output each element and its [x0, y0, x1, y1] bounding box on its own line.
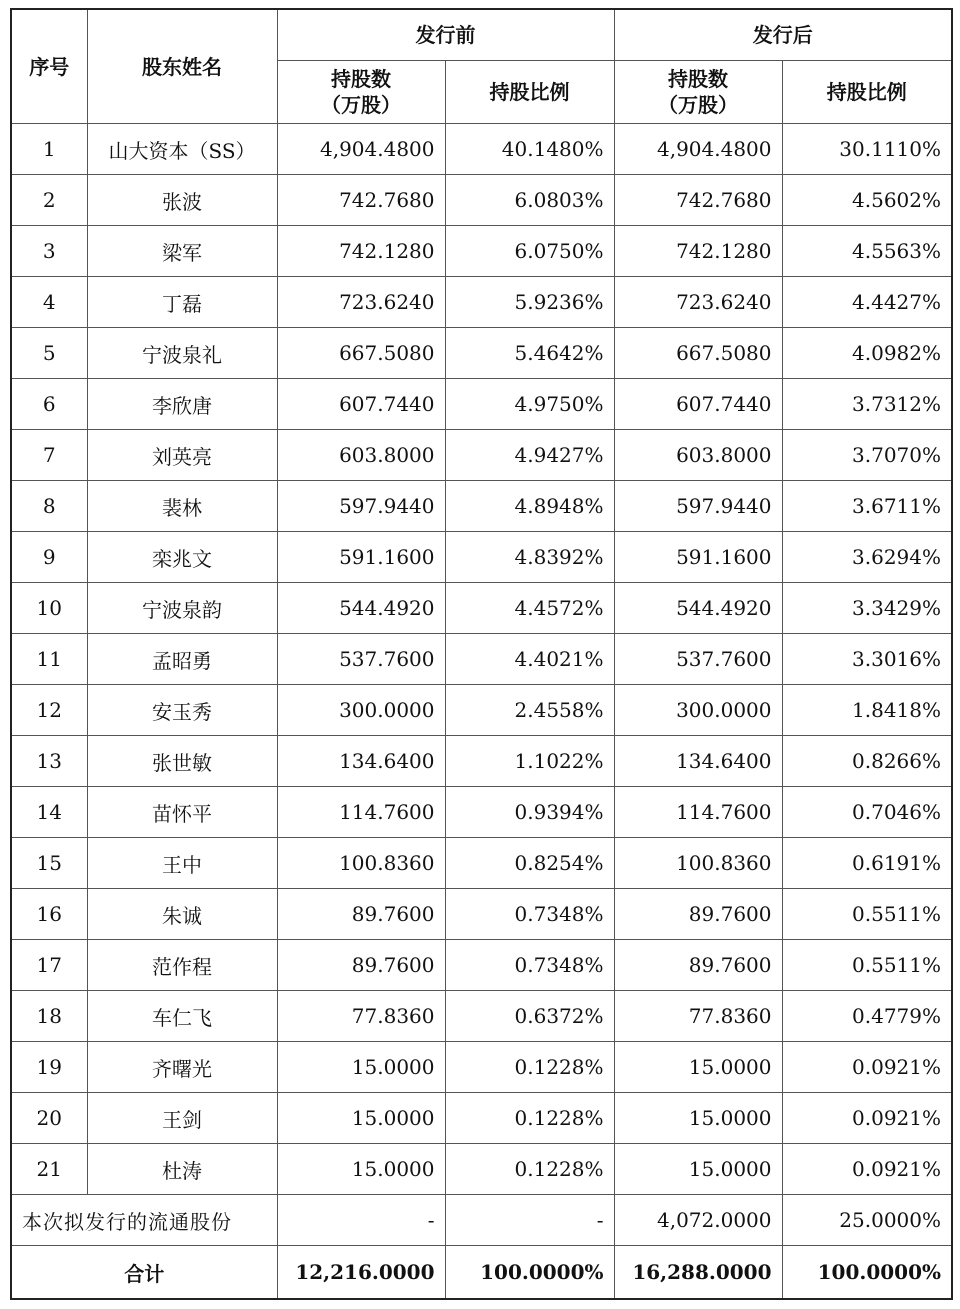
header-after-shares: 持股数 （万股）: [614, 61, 782, 124]
cell-no: 3: [11, 226, 87, 277]
issue-before-shares: -: [277, 1195, 445, 1246]
cell-before-shares: 537.7600: [277, 634, 445, 685]
cell-shareholder-name: 范作程: [87, 940, 277, 991]
cell-shareholder-name: 宁波泉礼: [87, 328, 277, 379]
table-row: [11, 583, 952, 634]
cell-after-ratio: 0.7046%: [782, 787, 952, 838]
cell-no: 4: [11, 277, 87, 328]
cell-after-shares: 591.1600: [614, 532, 782, 583]
issue-row: [11, 1195, 952, 1246]
cell-no: 10: [11, 583, 87, 634]
header-no: 序号: [11, 9, 87, 124]
cell-no: 20: [11, 1093, 87, 1144]
cell-after-shares: 300.0000: [614, 685, 782, 736]
cell-after-ratio: 3.3429%: [782, 583, 952, 634]
table-row: [11, 634, 952, 685]
cell-shareholder-name: 丁磊: [87, 277, 277, 328]
table-row: [11, 991, 952, 1042]
cell-after-ratio: 4.5602%: [782, 175, 952, 226]
table-row: [11, 430, 952, 481]
cell-shareholder-name: 王剑: [87, 1093, 277, 1144]
cell-no: 13: [11, 736, 87, 787]
cell-before-ratio: 4.4021%: [445, 634, 614, 685]
shareholding-table: [10, 8, 953, 1300]
cell-after-shares: 4,904.4800: [614, 124, 782, 175]
cell-before-ratio: 6.0750%: [445, 226, 614, 277]
cell-after-shares: 134.6400: [614, 736, 782, 787]
cell-before-ratio: 4.8392%: [445, 532, 614, 583]
cell-before-shares: 603.8000: [277, 430, 445, 481]
cell-before-shares: 723.6240: [277, 277, 445, 328]
cell-after-ratio: 3.6294%: [782, 532, 952, 583]
cell-shareholder-name: 苗怀平: [87, 787, 277, 838]
issue-before-ratio: -: [445, 1195, 614, 1246]
cell-shareholder-name: 安玉秀: [87, 685, 277, 736]
table-row: [11, 787, 952, 838]
header-before-ratio: 持股比例: [445, 61, 614, 124]
cell-before-ratio: 0.6372%: [445, 991, 614, 1042]
table-row: [11, 277, 952, 328]
cell-before-shares: 742.7680: [277, 175, 445, 226]
cell-after-ratio: 0.4779%: [782, 991, 952, 1042]
cell-after-shares: 544.4920: [614, 583, 782, 634]
cell-no: 9: [11, 532, 87, 583]
cell-before-shares: 667.5080: [277, 328, 445, 379]
cell-after-shares: 15.0000: [614, 1042, 782, 1093]
header-before-issue: 发行前: [277, 9, 614, 61]
cell-before-ratio: 4.4572%: [445, 583, 614, 634]
cell-after-ratio: 0.0921%: [782, 1093, 952, 1144]
cell-after-shares: 114.7600: [614, 787, 782, 838]
table-row: [11, 124, 952, 175]
cell-after-ratio: 4.0982%: [782, 328, 952, 379]
header-after-ratio: 持股比例: [782, 61, 952, 124]
cell-shareholder-name: 车仁飞: [87, 991, 277, 1042]
cell-after-shares: 100.8360: [614, 838, 782, 889]
table-row: [11, 175, 952, 226]
header-after-issue: 发行后: [614, 9, 952, 61]
cell-no: 16: [11, 889, 87, 940]
table-row: [11, 481, 952, 532]
cell-before-ratio: 1.1022%: [445, 736, 614, 787]
table-row: [11, 685, 952, 736]
table-row: [11, 1042, 952, 1093]
cell-after-shares: 15.0000: [614, 1093, 782, 1144]
cell-before-shares: 300.0000: [277, 685, 445, 736]
table-row: [11, 379, 952, 430]
total-row: [11, 1246, 952, 1300]
cell-after-ratio: 1.8418%: [782, 685, 952, 736]
cell-before-ratio: 0.9394%: [445, 787, 614, 838]
cell-before-shares: 591.1600: [277, 532, 445, 583]
cell-after-shares: 15.0000: [614, 1144, 782, 1195]
cell-no: 2: [11, 175, 87, 226]
cell-shareholder-name: 孟昭勇: [87, 634, 277, 685]
table-row: [11, 838, 952, 889]
cell-before-shares: 134.6400: [277, 736, 445, 787]
header-row-1: [11, 9, 952, 61]
cell-shareholder-name: 齐曙光: [87, 1042, 277, 1093]
cell-shareholder-name: 张波: [87, 175, 277, 226]
cell-no: 8: [11, 481, 87, 532]
total-after-shares: 16,288.0000: [614, 1246, 782, 1300]
cell-shareholder-name: 刘英亮: [87, 430, 277, 481]
cell-before-ratio: 0.1228%: [445, 1093, 614, 1144]
cell-before-shares: 114.7600: [277, 787, 445, 838]
cell-after-ratio: 4.4427%: [782, 277, 952, 328]
cell-before-ratio: 4.9427%: [445, 430, 614, 481]
cell-no: 17: [11, 940, 87, 991]
cell-no: 18: [11, 991, 87, 1042]
cell-before-ratio: 6.0803%: [445, 175, 614, 226]
cell-before-shares: 607.7440: [277, 379, 445, 430]
total-before-ratio: 100.0000%: [445, 1246, 614, 1300]
cell-after-shares: 603.8000: [614, 430, 782, 481]
cell-before-shares: 15.0000: [277, 1144, 445, 1195]
table-row: [11, 1093, 952, 1144]
cell-after-shares: 597.9440: [614, 481, 782, 532]
cell-after-ratio: 0.0921%: [782, 1042, 952, 1093]
cell-shareholder-name: 裴林: [87, 481, 277, 532]
cell-after-ratio: 3.7312%: [782, 379, 952, 430]
issue-after-shares: 4,072.0000: [614, 1195, 782, 1246]
cell-shareholder-name: 李欣唐: [87, 379, 277, 430]
cell-before-shares: 4,904.4800: [277, 124, 445, 175]
cell-before-ratio: 5.9236%: [445, 277, 614, 328]
cell-before-ratio: 0.1228%: [445, 1144, 614, 1195]
cell-before-ratio: 0.7348%: [445, 940, 614, 991]
cell-after-ratio: 3.6711%: [782, 481, 952, 532]
cell-after-ratio: 4.5563%: [782, 226, 952, 277]
cell-after-shares: 89.7600: [614, 940, 782, 991]
cell-shareholder-name: 朱诚: [87, 889, 277, 940]
cell-no: 5: [11, 328, 87, 379]
cell-after-shares: 77.8360: [614, 991, 782, 1042]
cell-shareholder-name: 杜涛: [87, 1144, 277, 1195]
total-label: 合计: [11, 1246, 277, 1300]
table-row: [11, 940, 952, 991]
cell-after-ratio: 3.3016%: [782, 634, 952, 685]
cell-after-shares: 667.5080: [614, 328, 782, 379]
cell-after-shares: 537.7600: [614, 634, 782, 685]
cell-no: 19: [11, 1042, 87, 1093]
cell-no: 21: [11, 1144, 87, 1195]
cell-no: 15: [11, 838, 87, 889]
table-body: [11, 124, 952, 1300]
table-row: [11, 889, 952, 940]
table-row: [11, 736, 952, 787]
cell-before-shares: 15.0000: [277, 1042, 445, 1093]
cell-after-shares: 742.7680: [614, 175, 782, 226]
issue-after-ratio: 25.0000%: [782, 1195, 952, 1246]
cell-after-ratio: 30.1110%: [782, 124, 952, 175]
cell-no: 12: [11, 685, 87, 736]
cell-shareholder-name: 梁军: [87, 226, 277, 277]
cell-no: 14: [11, 787, 87, 838]
cell-after-shares: 742.1280: [614, 226, 782, 277]
cell-no: 7: [11, 430, 87, 481]
cell-before-shares: 597.9440: [277, 481, 445, 532]
header-name: 股东姓名: [87, 9, 277, 124]
cell-before-ratio: 0.8254%: [445, 838, 614, 889]
cell-shareholder-name: 王中: [87, 838, 277, 889]
table-row: [11, 226, 952, 277]
cell-no: 1: [11, 124, 87, 175]
cell-before-shares: 89.7600: [277, 940, 445, 991]
cell-before-ratio: 0.7348%: [445, 889, 614, 940]
table-row: [11, 532, 952, 583]
cell-before-ratio: 4.9750%: [445, 379, 614, 430]
cell-after-ratio: 0.5511%: [782, 940, 952, 991]
cell-no: 11: [11, 634, 87, 685]
cell-before-shares: 100.8360: [277, 838, 445, 889]
issue-label: 本次拟发行的流通股份: [11, 1195, 277, 1246]
cell-after-ratio: 3.7070%: [782, 430, 952, 481]
cell-shareholder-name: 宁波泉韵: [87, 583, 277, 634]
table-row: [11, 1144, 952, 1195]
cell-before-ratio: 4.8948%: [445, 481, 614, 532]
cell-before-shares: 77.8360: [277, 991, 445, 1042]
cell-after-ratio: 0.6191%: [782, 838, 952, 889]
cell-no: 6: [11, 379, 87, 430]
cell-before-ratio: 40.1480%: [445, 124, 614, 175]
cell-before-ratio: 0.1228%: [445, 1042, 614, 1093]
table-row: [11, 328, 952, 379]
cell-after-shares: 89.7600: [614, 889, 782, 940]
cell-before-shares: 742.1280: [277, 226, 445, 277]
cell-after-shares: 723.6240: [614, 277, 782, 328]
cell-before-ratio: 2.4558%: [445, 685, 614, 736]
cell-before-shares: 15.0000: [277, 1093, 445, 1144]
cell-shareholder-name: 栾兆文: [87, 532, 277, 583]
header-before-shares: 持股数 （万股）: [277, 61, 445, 124]
cell-before-ratio: 5.4642%: [445, 328, 614, 379]
total-after-ratio: 100.0000%: [782, 1246, 952, 1300]
cell-after-ratio: 0.8266%: [782, 736, 952, 787]
cell-after-ratio: 0.5511%: [782, 889, 952, 940]
cell-after-ratio: 0.0921%: [782, 1144, 952, 1195]
cell-before-shares: 89.7600: [277, 889, 445, 940]
cell-shareholder-name: 山大资本（SS）: [87, 124, 277, 175]
table-header: [11, 9, 952, 124]
total-before-shares: 12,216.0000: [277, 1246, 445, 1300]
cell-before-shares: 544.4920: [277, 583, 445, 634]
cell-after-shares: 607.7440: [614, 379, 782, 430]
cell-shareholder-name: 张世敏: [87, 736, 277, 787]
